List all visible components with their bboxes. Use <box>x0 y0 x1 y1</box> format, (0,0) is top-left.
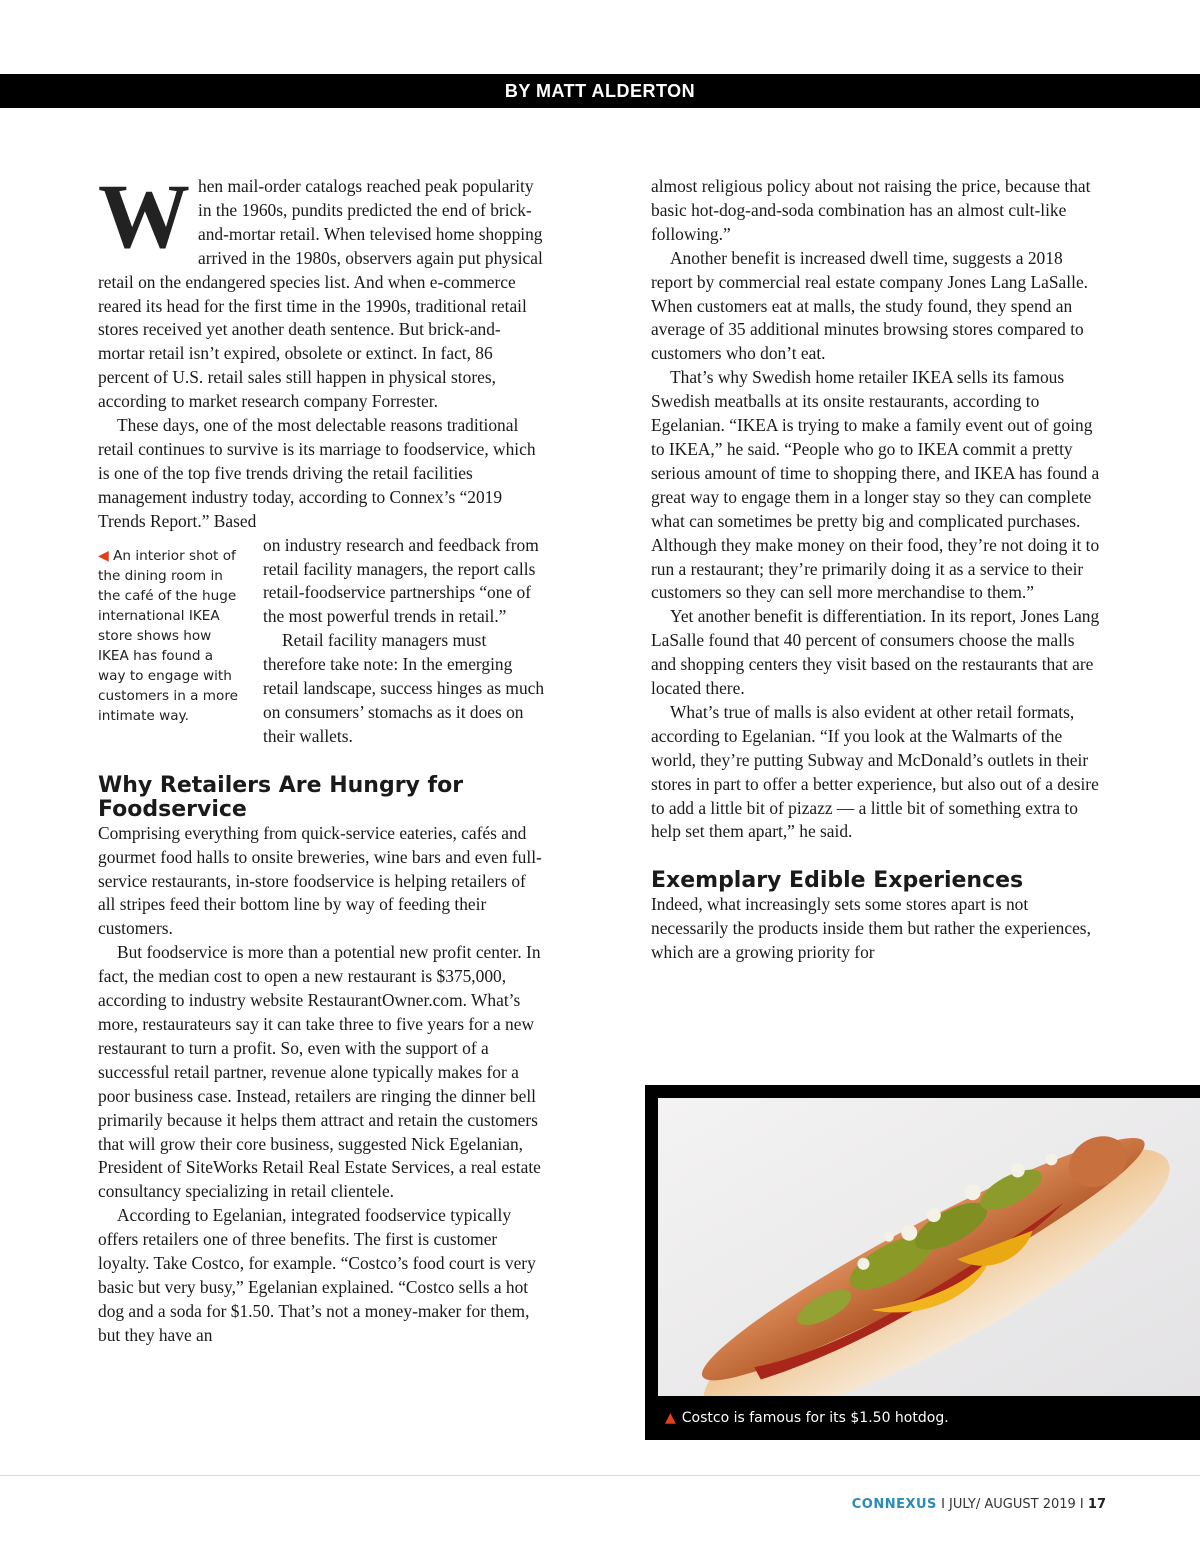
triangle-up-icon: ▲ <box>665 1410 676 1426</box>
paragraph: According to Egelanian, integrated foodservice typically offers retailers one of three benefits. The first is customer loyalty. Take Costco, for example. “Costco’s food court is very basic but very busy,” Egelanian explained. “Costco sells a hot dog and a soda for $1.50. That’s not a money-maker for them, but they have an <box>98 1205 536 1345</box>
separator: I <box>941 1497 945 1512</box>
caption-text: An interior shot of the dining room in the café of the huge international IKEA store shows how IKEA has found a way to engage with customers in a more intimate way. <box>98 547 238 724</box>
separator: I <box>1079 1497 1084 1512</box>
hotdog-caption <box>665 1410 949 1426</box>
triangle-left-icon: ◀ <box>98 547 109 564</box>
section-heading: Exemplary Edible Experiences <box>651 868 1024 894</box>
paragraph: Another benefit is increased dwell time, suggests a 2018 report by commercial real estate company Jones Lang LaSalle. When customers eat at malls, the study found, they spend an average of 35 additional minutes browsing stores compared to customers who don’t eat. <box>651 247 1089 364</box>
drop-cap: W <box>98 165 190 267</box>
magazine-name: CONNEXUS <box>851 1497 937 1512</box>
paragraph: Comprising everything from quick-service eateries, cafés and gourmet food halls to onsite breweries, wine bars and even full-service restaurants, in-store foodservice is helping retailers of all stripes feed their bottom line by way of feeding their customers. <box>98 822 542 939</box>
folio <box>852 1497 1106 1512</box>
paragraph: almost religious policy about not raising the price, because that basic hot-dog-and-soda combination has an almost cult-like following.” <box>651 176 1091 244</box>
paragraph: That’s why Swedish home retailer IKEA sells its famous Swedish meatballs at its onsite restaurants, according to Egelanian. “IKEA is trying to make a family event out of going to IKEA,” he said. “People who go to IKEA commit a pretty serious amount of time to shopping there, and IKEA has found a great way to engage them in a longer stay so they can complete what can sometimes be pretty big and complicated purchases. Although they make money on their food, they’re not doing it to run a restaurant; they’re primarily doing it as a service to their customers so they can sell more merchandise to them.” <box>651 367 1100 603</box>
paragraph: What’s true of malls is also evident at other retail formats, according to Egelanian. “If you look at the Walmarts of the world, they’re putting Subway and McDonald’s outlets in their stores in part to offer a better experience, but also out of a desire to add a little bit of pizazz — a little bit of something extra to help set them apart,” he said. <box>651 701 1099 842</box>
paragraph: These days, one of the most delectable reasons traditional retail continues to survive is its marriage to foodservice, which is one of the top five trends driving the retail facilities management industry today, according to Connex’s “2019 Trends Report.” Based <box>98 415 536 531</box>
paragraph: on industry research and feedback from retail facility managers, the report calls retail-foodservice partnerships “one of the most powerful trends in retail.” <box>263 534 539 627</box>
right-column <box>651 175 1101 965</box>
caption-wrap <box>98 534 546 749</box>
footer-rule <box>0 1475 1200 1476</box>
aside-text <box>263 534 546 749</box>
left-column <box>98 165 546 1348</box>
issue-date: JULY/ AUGUST 2019 <box>949 1497 1076 1512</box>
paragraph: Retail facility managers must therefore take note: In the emerging retail landscape, success hinges as much on consumers’ stomachs as it does on their wallets. <box>263 630 545 746</box>
byline: BY MATT ALDERTON <box>504 80 696 101</box>
caption-text: Costco is famous for its $1.50 hotdog. <box>681 1410 949 1426</box>
paragraph: Indeed, what increasingly sets some stores apart is not necessarily the products inside them but rather the experiences, which are a growing priority for <box>651 894 1091 963</box>
byline-bar <box>0 74 1200 108</box>
page-number: 17 <box>1087 1497 1106 1512</box>
paragraph: hen mail-order catalogs reached peak popularity in the 1960s, pundits predicted the end of brick-and-mortar retail. When televised home shopping arrived in the 1980s, observers again put physical retail on the endangered species list. And when e-commerce reared its head for the first time in the 1990s, traditional retail stores received yet another death sentence. But brick-and-mortar retail isn’t expired, obsolete or extinct. In fact, 86 percent of U.S. retail sales still happen in physical stores, according to market research company Forrester. <box>98 176 543 412</box>
paragraph: Yet another benefit is differentiation. In its report, Jones Lang LaSalle found that 40 percent of consumers choose the malls and shopping centers they visit based on the restaurants that are located there. <box>651 606 1100 699</box>
hotdog-photo <box>658 1098 1200 1396</box>
photo-box <box>645 1085 1200 1440</box>
paragraph: But foodservice is more than a potential new profit center. In fact, the median cost to open a new restaurant is $375,000, according to industry website RestaurantOwner.com. What’s more, restaurateurs say it can take three to five years for a new restaurant to turn a profit. So, even with the support of a successful retail partner, revenue alone typically makes for a poor business case. Instead, retailers are ringing the dinner bell primarily because it helps them attract and retain the customers that will grow their core business, suggested Nick Egelanian, President of SiteWorks Retail Real Estate Services, a real estate consultancy specializing in retail clientele. <box>98 942 541 1202</box>
section-heading: Why Retailers Are Hungry for Foodservice <box>98 772 464 822</box>
dining-room-caption <box>98 534 263 749</box>
